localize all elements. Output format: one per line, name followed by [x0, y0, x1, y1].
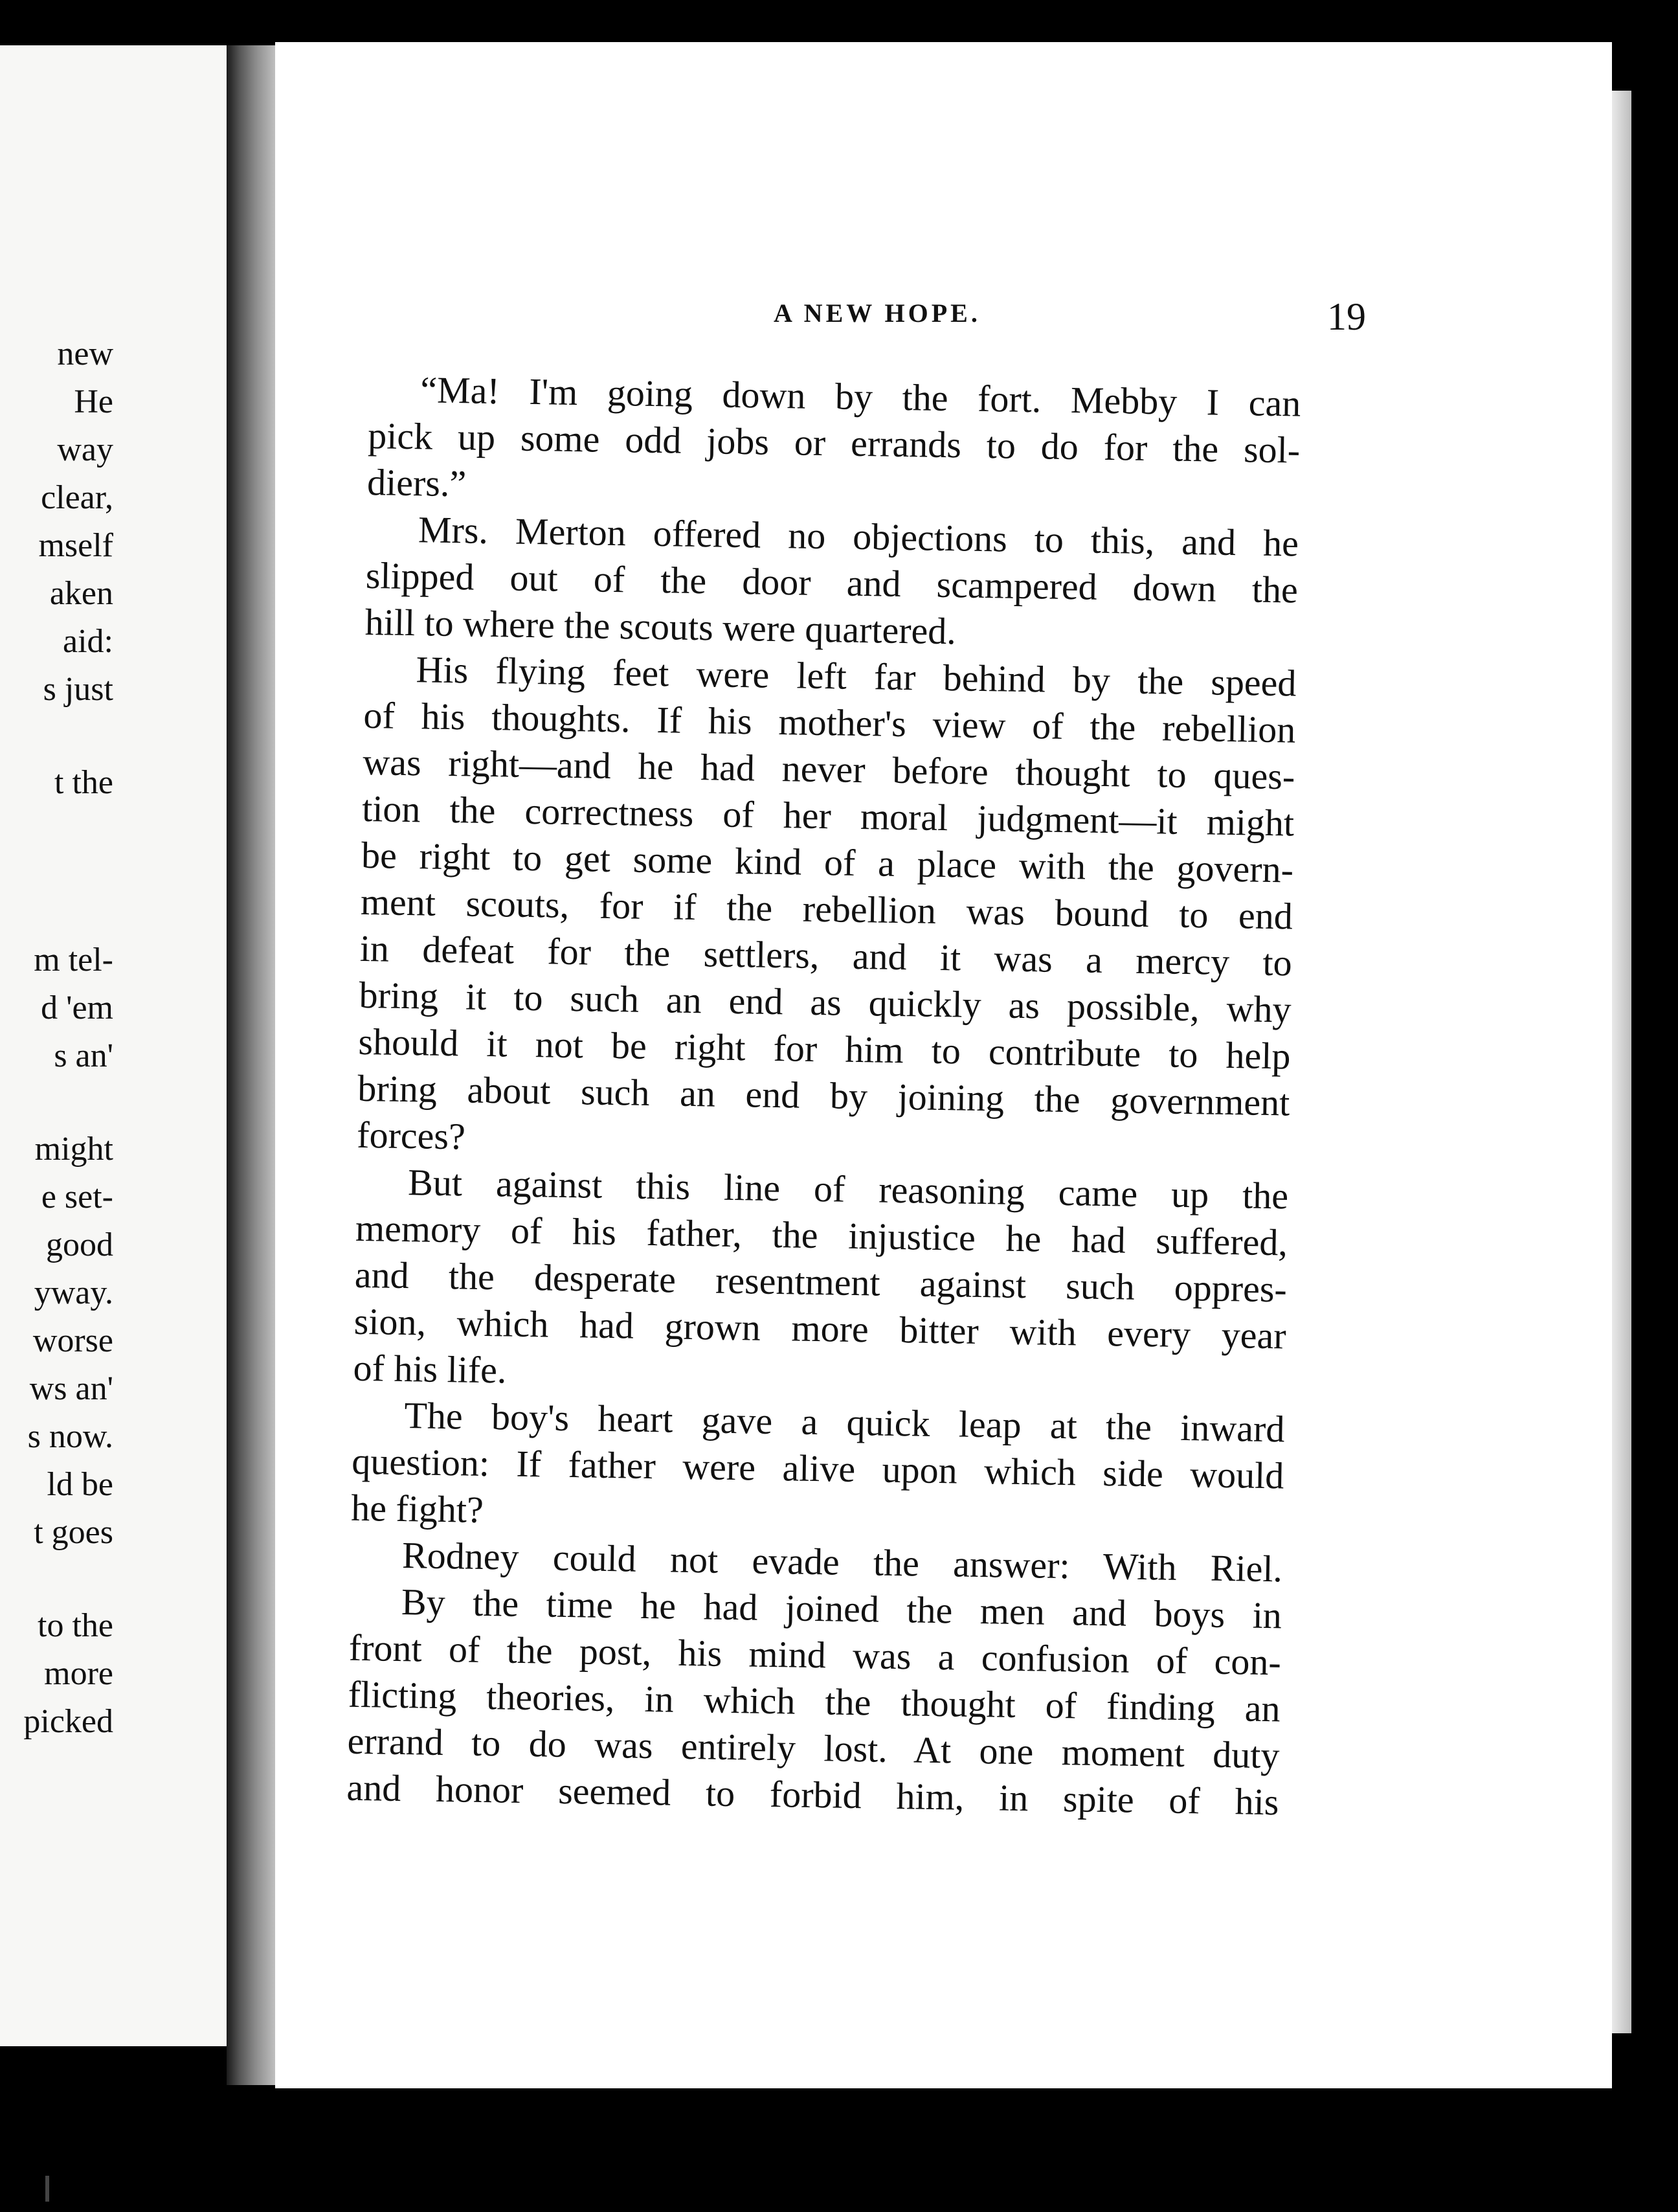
text-line: memory of his father, the injustice he had suffered,	[355, 1206, 1288, 1264]
page-body	[346, 366, 1301, 1825]
paragraph	[351, 1392, 1285, 1546]
text-line: ment scouts, for if the rebellion was bound to end	[360, 880, 1293, 938]
facing-line: mself	[38, 527, 113, 564]
text-line: question: If father were alive upon which side would	[351, 1439, 1284, 1497]
text-line: errand to do was entirely lost. At one moment duty	[347, 1719, 1280, 1777]
page-number: 19	[1327, 295, 1366, 338]
facing-line: t goes	[34, 1514, 113, 1551]
text-line: of his thoughts. If his mother's view of the rebellion	[363, 694, 1296, 751]
page-edge	[1612, 91, 1631, 2033]
facing-line: m tel-	[34, 942, 113, 978]
text-line: hill to where the scouts were quartered.	[364, 600, 957, 653]
text-line: His flying feet were left far behind by the speed	[416, 648, 1297, 705]
text-line: and honor seemed to forbid him, in spite of his	[346, 1766, 1279, 1823]
text-line: By the time he had joined the men and boys in	[401, 1581, 1282, 1637]
text-line: bring about such an end by joining the government	[357, 1066, 1290, 1124]
paragraph	[346, 1578, 1282, 1826]
facing-line: s just	[43, 671, 113, 708]
facing-line: d 'em	[41, 989, 113, 1026]
page-right	[275, 42, 1612, 2088]
text-line: The boy's heart gave a quick leap at the inward	[404, 1394, 1285, 1450]
paragraph	[357, 646, 1297, 1173]
facing-line: s now.	[27, 1418, 113, 1455]
text-line: should it not be right for him to contribute to help	[358, 1020, 1291, 1078]
text-line: Rodney could not evade the answer: With Riel.	[401, 1534, 1283, 1590]
text-line: be right to get some kind of a place with the govern-	[361, 833, 1294, 891]
facing-line: t the	[54, 764, 113, 801]
facing-line: He	[74, 383, 113, 420]
text-line: sion, which had grown more bitter with every year	[353, 1300, 1287, 1357]
book-gutter-shadow	[227, 45, 278, 2085]
facing-line: ws an'	[29, 1370, 113, 1407]
facing-line: good	[46, 1226, 113, 1263]
facing-line: to the	[38, 1607, 113, 1644]
facing-page-left	[0, 45, 227, 2046]
paragraph	[367, 366, 1301, 521]
facing-line: picked	[23, 1703, 113, 1740]
text-line: diers.”	[366, 460, 467, 505]
text-line: and the desperate resentment against such oppres-	[354, 1253, 1288, 1311]
text-line: flicting theories, in which the thought of finding an	[348, 1673, 1281, 1730]
text-line: pick up some odd jobs or errands to do for the sol-	[367, 414, 1301, 471]
facing-line: e set-	[41, 1179, 113, 1215]
text-line: bring it to such an end as quickly as possible, why	[359, 973, 1292, 1031]
text-line: tion the correctness of her moral judgment—it might	[361, 787, 1295, 844]
facing-line: way	[57, 431, 113, 468]
facing-line: clear,	[41, 479, 113, 516]
facing-line: aken	[49, 575, 113, 612]
facing-line: aid:	[63, 623, 113, 660]
text-line: “Ma! I'm going down by the fort. Mebby I can	[420, 368, 1301, 425]
running-head: A NEW HOPE.	[774, 299, 981, 328]
text-line: in defeat for the settlers, and it was a mercy to	[359, 927, 1293, 984]
facing-line: new	[57, 335, 113, 372]
text-line: Mrs. Merton offered no objections to this, and he	[418, 508, 1299, 565]
paragraph	[353, 1158, 1288, 1406]
scan-artifact	[45, 2176, 49, 2202]
text-line: he fight?	[350, 1486, 484, 1531]
text-line: front of the post, his mind was a confusion of con-	[348, 1626, 1282, 1684]
facing-line: s an'	[54, 1037, 113, 1074]
text-line: forces?	[356, 1113, 466, 1158]
text-line: But against this line of reasoning came up the	[407, 1161, 1289, 1217]
text-line: of his life.	[353, 1346, 507, 1392]
facing-line: more	[44, 1655, 113, 1692]
facing-line: might	[34, 1131, 113, 1168]
facing-line: yway.	[34, 1274, 113, 1311]
facing-page-text	[0, 330, 113, 1746]
facing-line: ld be	[47, 1466, 113, 1503]
text-line: slipped out of the door and scampered down the	[365, 554, 1299, 611]
text-line: was right—and he had never before thought to ques-	[362, 740, 1295, 798]
facing-line: worse	[32, 1322, 113, 1359]
paragraph	[364, 506, 1299, 660]
